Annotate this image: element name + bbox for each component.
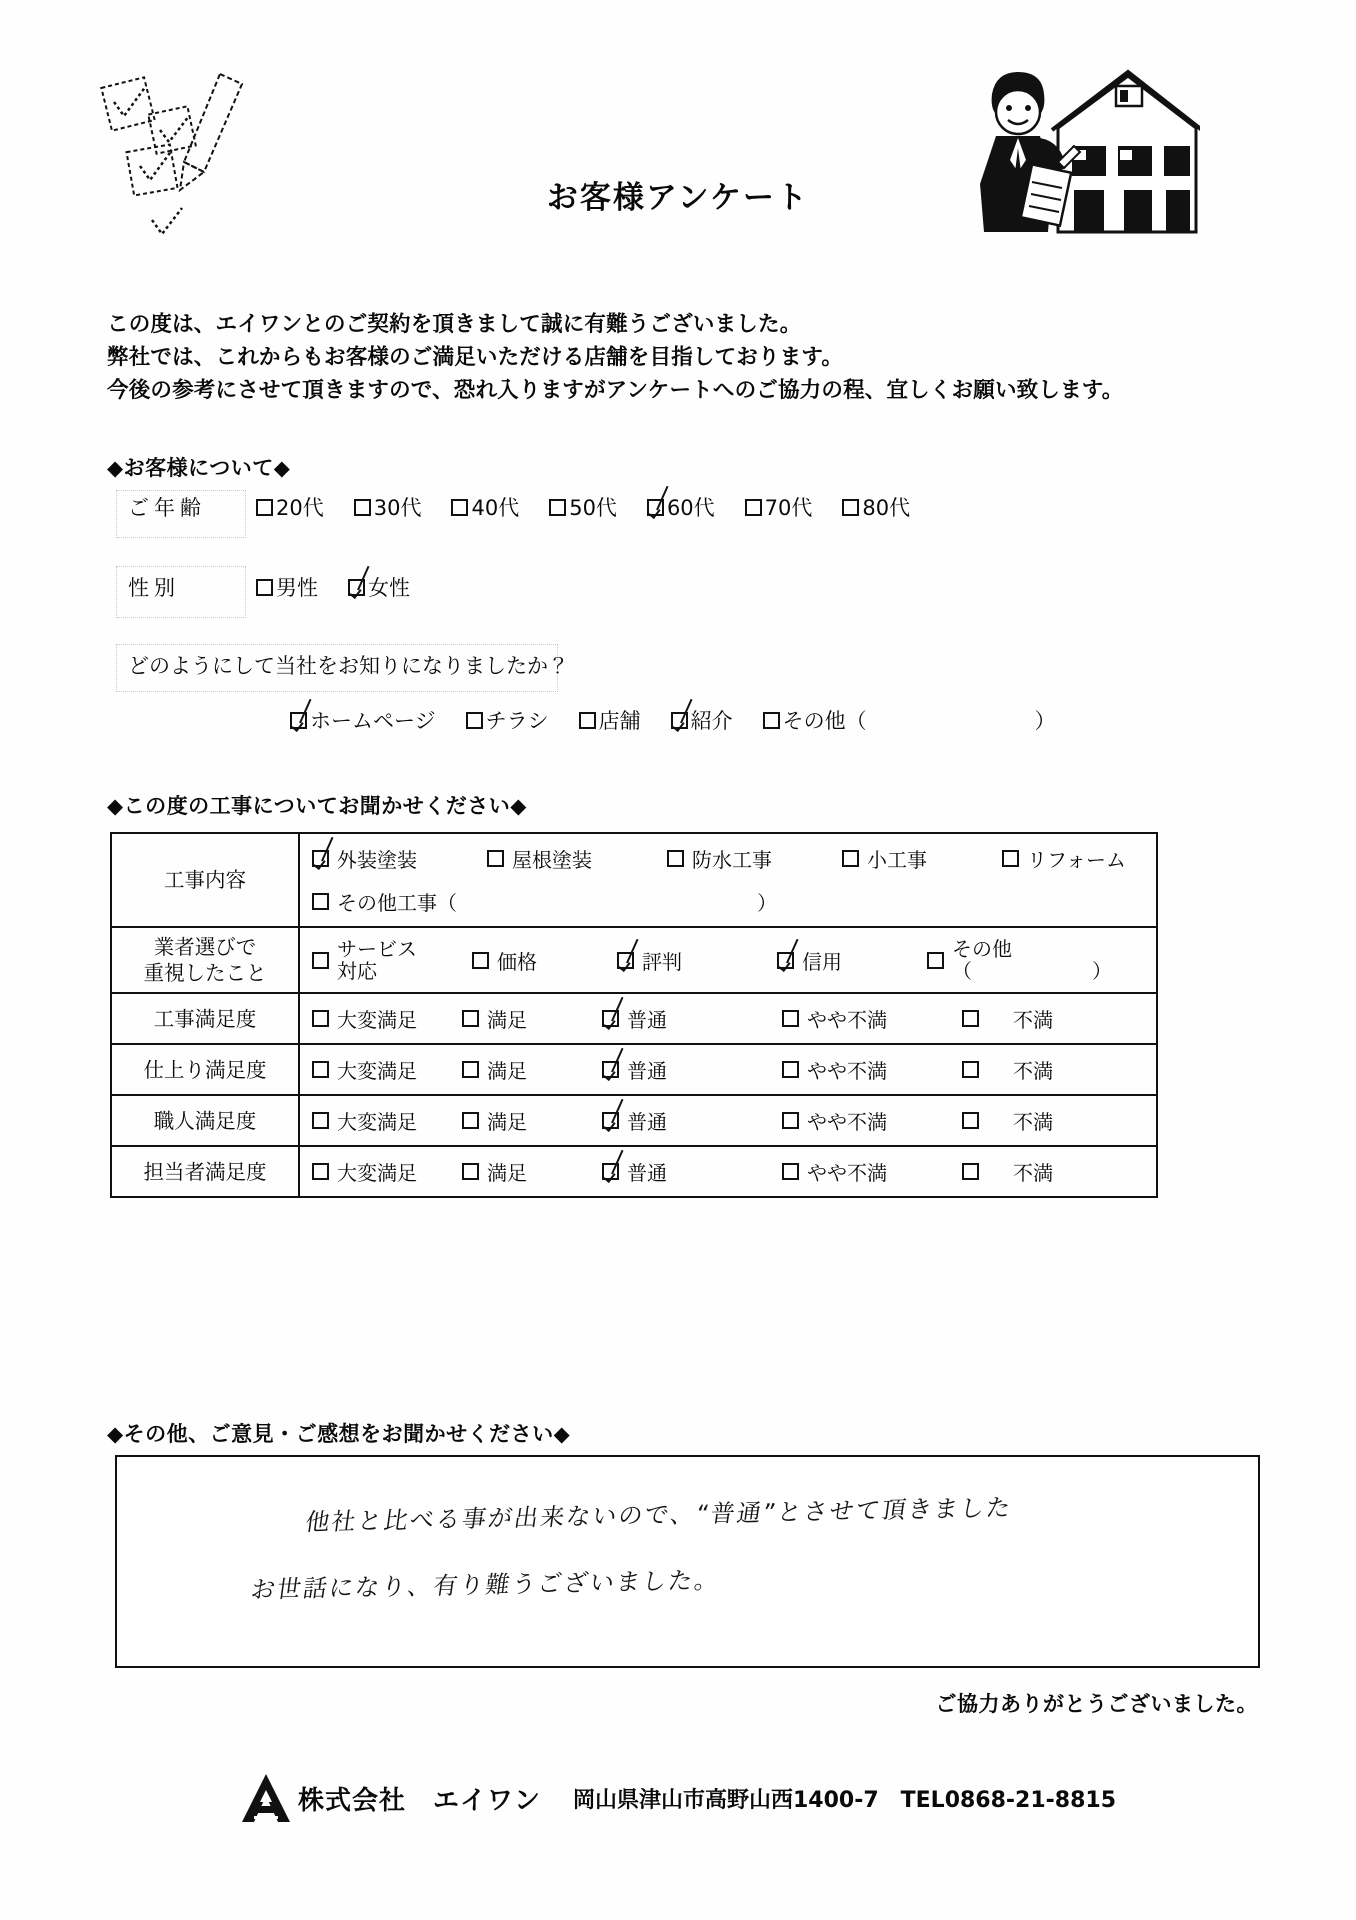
eiwan-logo-icon [240,1772,292,1824]
checkbox-icon[interactable] [782,1163,799,1180]
satisfaction-dissatisfied[interactable] [962,1004,1053,1033]
work-type-roof[interactable] [487,844,667,873]
satisfaction-normal[interactable] [602,1004,782,1033]
checkbox-icon[interactable] [667,850,684,867]
age-option-label: 70代 [764,496,813,520]
section-heading-comments: ◆その他、ご意見・ご感想をお聞かせください◆ [107,1422,571,1446]
gender-option-label: 男性 [276,576,318,600]
checkbox-checked-icon[interactable] [602,1112,619,1129]
option-label: 不満 [1013,1008,1053,1032]
row-label-work-type: 工事内容 [111,833,299,927]
comment-textarea[interactable] [115,1455,1260,1668]
option-label: 評判 [642,949,682,974]
checkbox-checked-icon[interactable] [777,952,794,969]
checkbox-icon[interactable] [256,499,273,516]
option-label: 普通 [627,1059,667,1083]
satisfaction-options [312,1106,1144,1135]
satisfaction-satisfied[interactable] [462,1004,602,1033]
satisfaction-normal[interactable] [602,1157,782,1186]
checkbox-checked-icon[interactable] [647,499,664,516]
option-label-line-2: （ ） [952,959,1112,983]
checkbox-icon[interactable] [962,1163,979,1180]
work-type-waterproof[interactable] [667,844,842,873]
option-label: その他工事（ ） [337,891,777,915]
satisfaction-normal[interactable] [602,1106,782,1135]
option-label: やや不満 [807,1161,887,1185]
checkmarks-pencil-decoration [100,70,290,250]
age-option-label: 30代 [373,496,422,520]
checkbox-checked-icon[interactable] [602,1061,619,1078]
option-label-line-1: サービス [337,937,417,961]
checkbox-icon[interactable] [745,499,762,516]
row-label-staff-satisfaction: 担当者満足度 [111,1146,299,1197]
table-row-finish-satisfaction [111,1044,1157,1095]
gender-option-label: 女性 [368,576,410,600]
checkbox-icon[interactable] [782,1112,799,1129]
source-option-label: 店舗 [598,709,641,733]
footer [0,1772,1356,1824]
age-option-40[interactable] [451,492,519,522]
row-options-craftsman-satisfaction [299,1095,1157,1146]
row-label-selection-criteria [111,927,299,993]
intro-line-1: この度は、エイワンとのご契約を頂きまして誠に有難うございました。 [107,312,802,337]
checkbox-icon[interactable] [927,952,944,969]
satisfaction-very-satisfied[interactable] [312,1055,462,1084]
option-label: やや不満 [807,1110,887,1134]
option-label: 大変満足 [337,1059,417,1083]
option-label: リフォーム [1027,848,1126,872]
age-option-label: 20代 [276,496,324,520]
satisfaction-slightly-dissatisfied[interactable] [782,1004,962,1033]
option-label-wrapper [337,938,417,982]
source-option-referral[interactable] [671,705,733,735]
satisfaction-slightly-dissatisfied[interactable] [782,1055,962,1084]
source-option-flyer[interactable] [466,705,549,735]
checkbox-icon[interactable] [782,1061,799,1078]
satisfaction-dissatisfied[interactable] [962,1106,1053,1135]
age-row [128,492,940,522]
source-question: どのようにして当社をお知りになりましたか？ [128,654,569,678]
option-label: 大変満足 [337,1161,417,1185]
age-option-20[interactable] [256,492,324,522]
row-label-line-1: 業者選びで [153,935,257,959]
option-label: 小工事 [867,848,927,872]
checkbox-icon[interactable] [1002,850,1019,867]
age-label: ご年齢 [128,496,206,520]
satisfaction-very-satisfied[interactable] [312,1157,462,1186]
criteria-service[interactable] [312,938,472,982]
option-label: 防水工事 [692,848,772,872]
source-option-label: 紹介 [690,709,733,733]
work-type-small[interactable] [842,844,1002,873]
checkbox-icon[interactable] [256,579,273,596]
checkbox-icon[interactable] [842,499,859,516]
option-label-line-1: その他 [952,937,1012,961]
option-label: 満足 [487,1008,527,1032]
option-label: 価格 [497,949,537,974]
age-option-50[interactable] [549,492,617,522]
satisfaction-satisfied[interactable] [462,1106,602,1135]
company-name: 株式会社 エイワン [297,1785,541,1816]
satisfaction-normal[interactable] [602,1055,782,1084]
survey-table [110,832,1158,1198]
checkbox-icon[interactable] [312,952,329,969]
work-type-line-1 [312,844,1144,873]
option-label: 満足 [487,1161,527,1185]
checkbox-icon[interactable] [312,1112,329,1129]
row-label-construction-satisfaction: 工事満足度 [111,993,299,1044]
option-label: 大変満足 [337,1110,417,1134]
row-options-finish-satisfaction [299,1044,1157,1095]
option-label: 不満 [1013,1059,1053,1083]
option-label: 満足 [487,1059,527,1083]
work-type-exterior[interactable] [312,844,487,873]
option-label: やや不満 [807,1059,887,1083]
age-option-label: 40代 [471,496,520,520]
table-row-work-type [111,833,1157,927]
checkbox-icon[interactable] [462,1112,479,1129]
age-option-30[interactable] [354,492,422,522]
source-option-homepage[interactable] [290,705,436,735]
option-label: 不満 [1013,1110,1053,1134]
handwritten-comment-line-1: 他社と比べる事が出来ないので、“普通”とさせて頂きました [303,1493,1015,1537]
checkbox-checked-icon[interactable] [602,1163,619,1180]
source-option-label: チラシ [485,709,549,733]
gender-label: 性別 [128,576,180,600]
option-label-wrapper [952,938,1112,982]
option-label-line-2: 対応 [337,959,377,983]
source-option-store[interactable] [579,705,641,735]
option-label: 普通 [627,1161,667,1185]
checkbox-icon[interactable] [354,499,371,516]
age-option-label: 60代 [666,496,715,520]
checkbox-checked-icon[interactable] [290,712,307,729]
satisfaction-satisfied[interactable] [462,1157,602,1186]
option-label: 満足 [487,1110,527,1134]
section-heading-customer: ◆お客様について◆ [107,456,291,480]
checkbox-icon[interactable] [312,1061,329,1078]
row-options-work-type [299,833,1157,927]
intro-line-2: 弊社では、これからもお客様のご満足いただける店舗を目指しております。 [107,345,844,370]
checkbox-icon[interactable] [962,1010,979,1027]
criteria-reputation[interactable] [617,946,777,975]
checkbox-icon[interactable] [312,1163,329,1180]
option-label: 普通 [627,1110,667,1134]
table-row-staff-satisfaction [111,1146,1157,1197]
option-label: 外装塗装 [337,848,417,872]
checkbox-checked-icon[interactable] [617,952,634,969]
satisfaction-dissatisfied[interactable] [962,1055,1053,1084]
intro-line-3: 今後の参考にさせて頂きますので、恐れ入りますがアンケートへのご協力の程、宜しくお願い致します。 [107,378,1124,403]
selection-criteria-line-1 [312,938,1144,982]
option-label: やや不満 [807,1008,887,1032]
checkbox-icon[interactable] [962,1112,979,1129]
age-option-label: 80代 [862,496,911,520]
checkbox-icon[interactable] [579,712,596,729]
source-option-other[interactable] [763,705,1056,735]
satisfaction-very-satisfied[interactable] [312,1004,462,1033]
checkbox-checked-icon[interactable] [671,712,688,729]
work-type-line-2 [312,887,1144,916]
criteria-trust[interactable] [777,946,927,975]
satisfaction-slightly-dissatisfied[interactable] [782,1106,962,1135]
table-row-construction-satisfaction [111,993,1157,1044]
checkbox-icon[interactable] [466,712,483,729]
checkbox-checked-icon[interactable] [348,579,365,596]
checkbox-icon[interactable] [962,1061,979,1078]
row-label-finish-satisfaction: 仕上り満足度 [111,1044,299,1095]
checkbox-icon[interactable] [451,499,468,516]
criteria-other[interactable] [927,938,1112,982]
row-options-selection-criteria [299,927,1157,993]
thanks-message: ご協力ありがとうございました。 [935,1692,1258,1716]
satisfaction-options [312,1055,1144,1084]
age-option-70[interactable] [745,492,813,522]
checkbox-icon[interactable] [462,1010,479,1027]
checkbox-icon[interactable] [487,850,504,867]
row-options-staff-satisfaction [299,1146,1157,1197]
row-label-line-2: 重視したこと [143,961,267,985]
checkbox-icon[interactable] [763,712,780,729]
satisfaction-options [312,1004,1144,1033]
row-label-craftsman-satisfaction: 職人満足度 [111,1095,299,1146]
checkbox-icon[interactable] [472,952,489,969]
option-label: 信用 [802,949,842,974]
table-row-craftsman-satisfaction [111,1095,1157,1146]
option-label: 屋根塗装 [512,848,592,872]
option-label: 普通 [627,1008,667,1032]
satisfaction-dissatisfied[interactable] [962,1157,1053,1186]
checkbox-icon[interactable] [782,1010,799,1027]
work-type-reform[interactable] [1002,844,1126,873]
checkbox-icon[interactable] [842,850,859,867]
company-address: 岡山県津山市高野山西1400-7 TEL0868-21-8815 [572,1787,1117,1813]
age-option-80[interactable] [842,492,910,522]
satisfaction-very-satisfied[interactable] [312,1106,462,1135]
age-option-60[interactable] [647,492,715,522]
checkbox-icon[interactable] [462,1163,479,1180]
satisfaction-satisfied[interactable] [462,1055,602,1084]
table-row-selection-criteria [111,927,1157,993]
intro-paragraph [107,308,1267,407]
source-options-row [290,705,1086,735]
checkbox-icon[interactable] [312,893,329,910]
row-options-construction-satisfaction [299,993,1157,1044]
checkbox-icon[interactable] [312,1010,329,1027]
page-title: お客様アンケート [546,180,810,216]
source-option-label: ホームページ [310,709,436,733]
checkbox-checked-icon[interactable] [602,1010,619,1027]
section-heading-work: ◆この度の工事についてお聞かせください◆ [107,794,527,818]
gender-row [128,572,440,602]
gender-option-female[interactable] [348,572,410,602]
option-label: 不満 [1013,1161,1053,1185]
satisfaction-slightly-dissatisfied[interactable] [782,1157,962,1186]
option-label: 大変満足 [337,1008,417,1032]
work-type-other[interactable] [312,887,777,916]
source-option-label: その他（ ） [782,709,1056,733]
criteria-price[interactable] [472,946,617,975]
handwritten-comment-line-2: お世話になり、有り難うございました。 [249,1566,723,1604]
age-option-label: 50代 [569,496,617,520]
checkbox-icon[interactable] [462,1061,479,1078]
checkbox-icon[interactable] [549,499,566,516]
checkbox-checked-icon[interactable] [312,850,329,867]
satisfaction-options [312,1157,1144,1186]
gender-option-male[interactable] [256,572,318,602]
